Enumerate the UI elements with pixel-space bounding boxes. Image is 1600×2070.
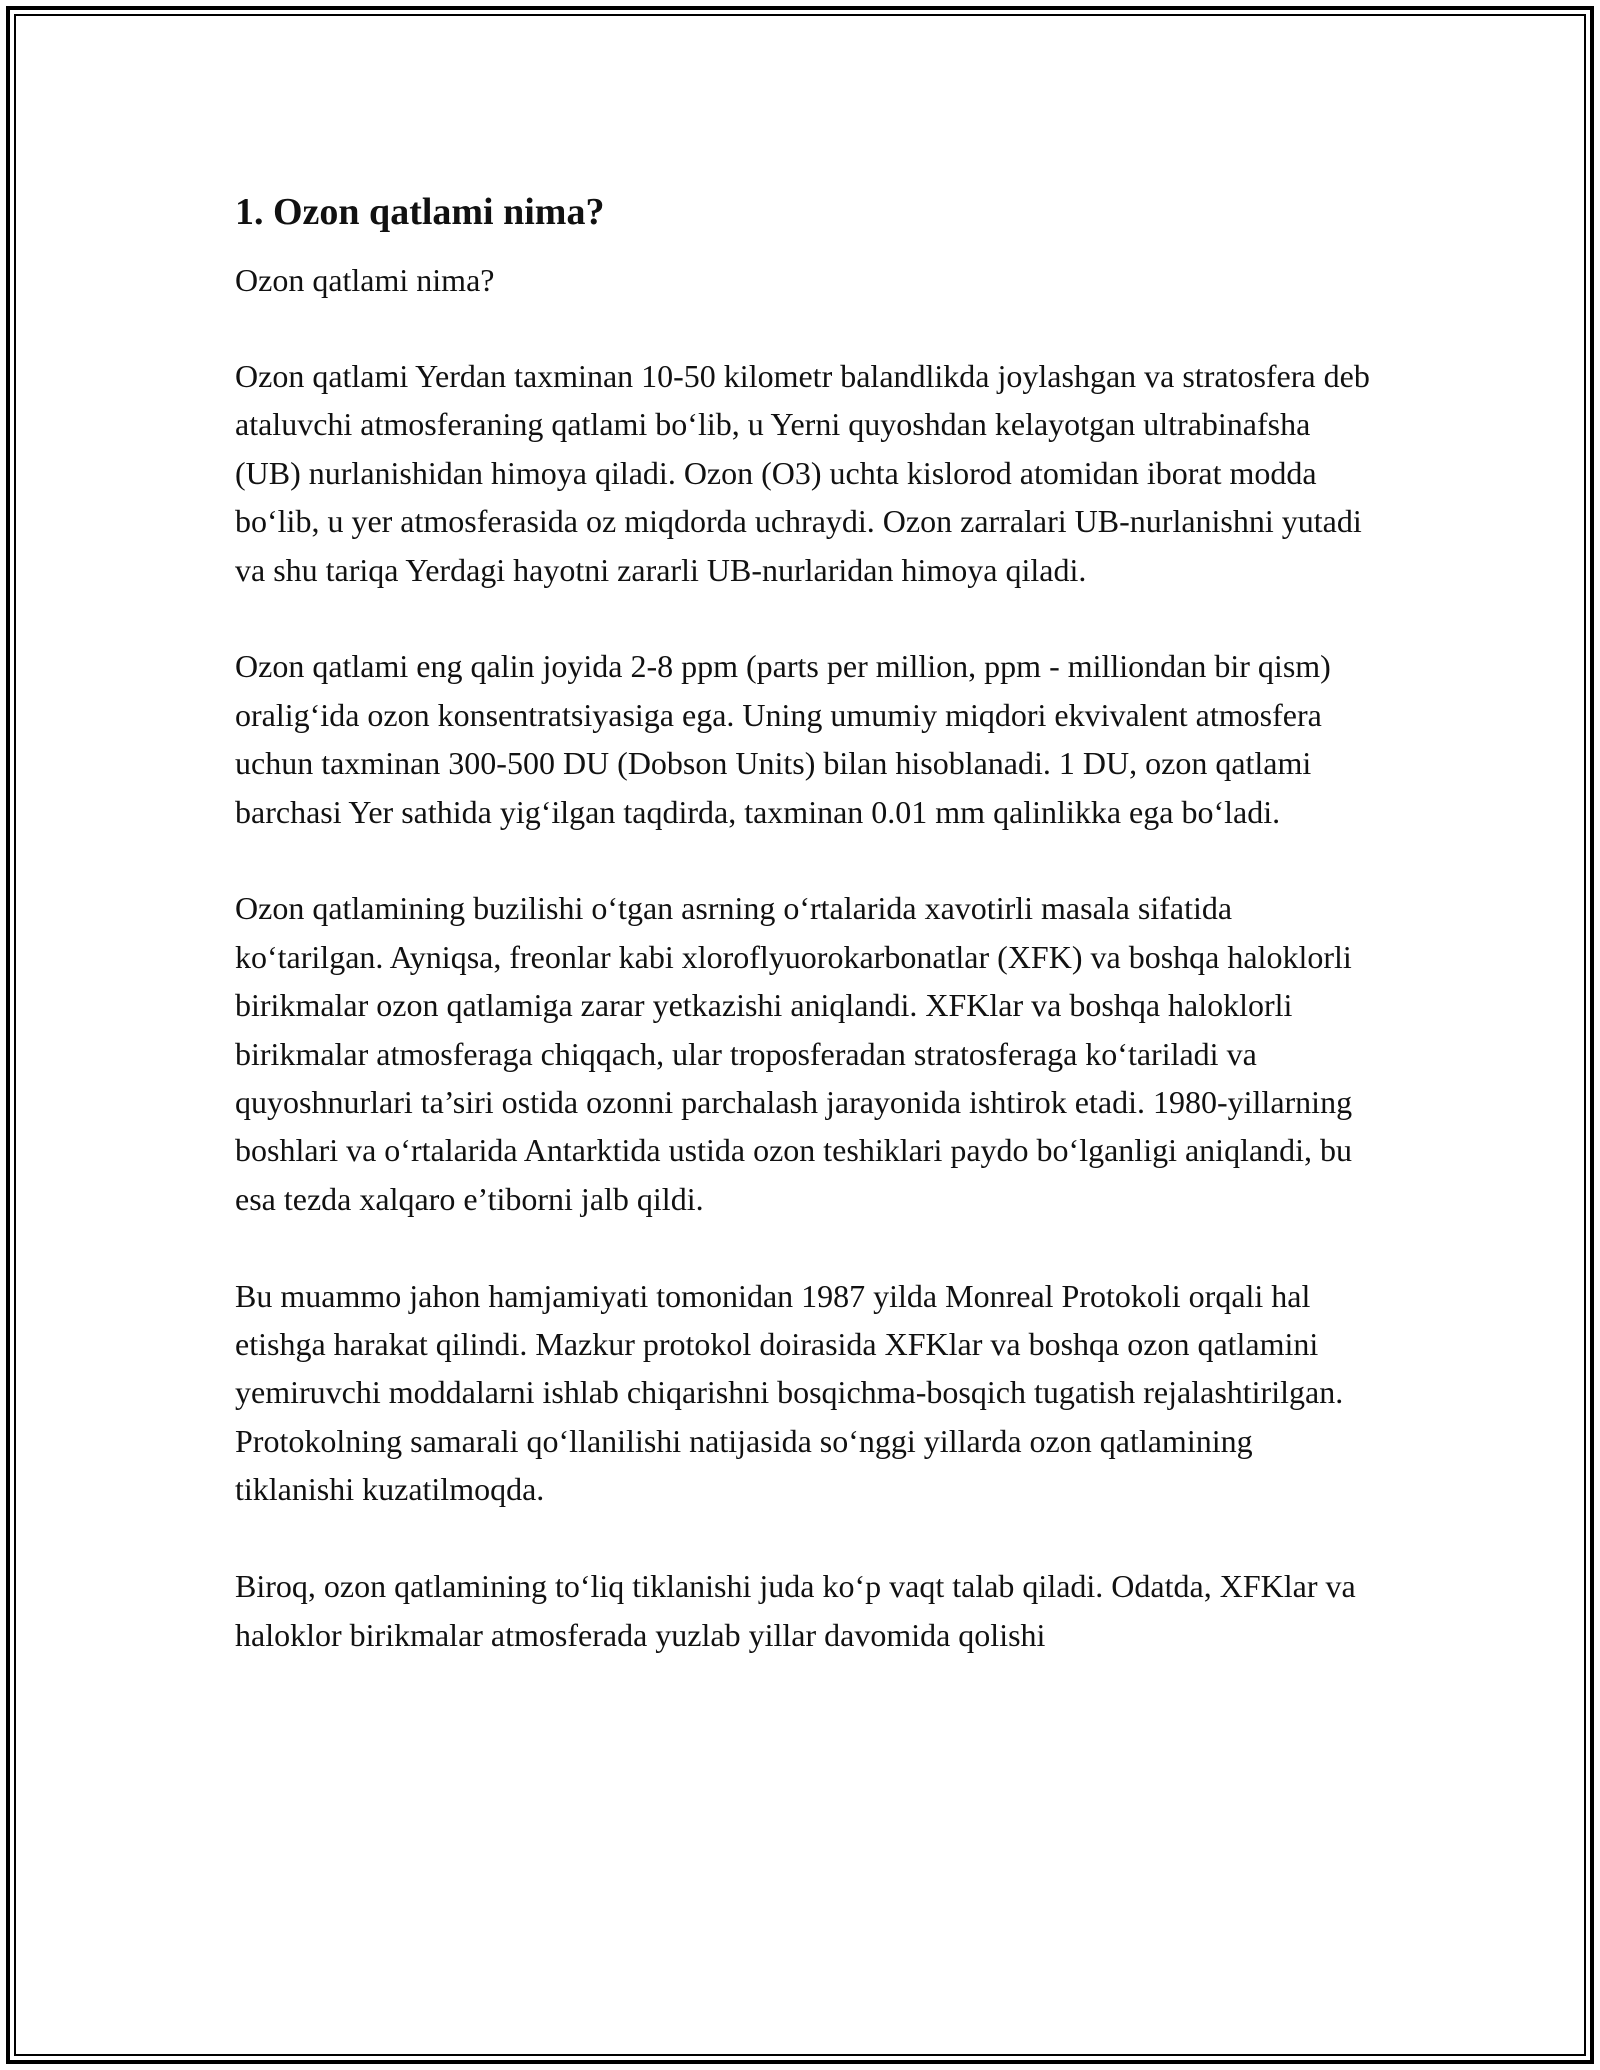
paragraph-5: Biroq, ozon qatlamining to‘liq tiklanishi juda ko‘p vaqt talab qiladi. Odatda, XFKlar va haloklor birikmalar atmosferada yuzlab yillar davomida qolishi: [235, 1568, 1356, 1653]
document-content: [235, 188, 1370, 1659]
paragraph-1: Ozon qatlami Yerdan taxminan 10-50 kilometr balandlikda joylashgan va stratosfera deb ataluvchi atmosferaning qatlami bo‘lib, u Yerni quyoshdan kelayotgan ultrabinafsha (UB) nurlanishidan himoya qiladi. Ozon (O3) uchta kislorod atomidan iborat modda bo‘lib, u yer atmosferasida oz miqdorda uchraydi. Ozon zarralari UB-nurlanishni yutadi va shu tariqa Yerdagi hayotni zararli UB-nurlaridan himoya qiladi.: [235, 358, 1370, 588]
document-subtitle: Ozon qatlami nima?: [235, 262, 495, 298]
paragraph-2: Ozon qatlami eng qalin joyida 2-8 ppm (parts per million, ppm - milliondan bir qism) oralig‘ida ozon konsentratsiyasiga ega. Uning umumiy miqdori ekvivalent atmosfera uchun taxminan 300-500 DU (Dobson Units) bilan hisoblanadi. 1 DU, ozon qatlami barchasi Yer sathida yig‘ilgan taqdirda, taxminan 0.01 mm qalinlikka ega bo‘ladi.: [235, 648, 1331, 830]
paragraph-4: Bu muammo jahon hamjamiyati tomonidan 1987 yilda Monreal Protokoli orqali hal etishga harakat qilindi. Mazkur protokol doirasida XFKlar va boshqa ozon qatlamini yemiruvchi moddalarni ishlab chiqarishni bosqichma-bosqich tugatish rejalashtirilgan. Protokolning samarali qo‘llanilishi natijasida so‘nggi yillarda ozon qatlamining tiklanishi kuzatilmoqda.: [235, 1277, 1344, 1508]
paragraph-3: Ozon qatlamining buzilishi o‘tgan asrning o‘rtalarida xavotirli masala sifatida ko‘tarilgan. Ayniqsa, freonlar kabi xloroflyuorokarbonatlar (XFK) va boshqa haloklorli birikmalar ozon qatlamiga zarar yetkazishi aniqlandi. XFKlar va boshqa haloklorli birikmalar atmosferaga chiqqach, ular troposferadan stratosferaga ko‘tariladi va quyoshnurlari ta’siri ostida ozonni parchalash jarayonida ishtirok etadi. 1980-yillarning boshlari va o‘rtalarida Antarktida ustida ozon teshiklari paydo bo‘lganligi aniqlandi, bu esa tezda xalqaro e’tiborni jalb qildi.: [235, 890, 1353, 1217]
document-title: 1. Ozon qatlami nima?: [235, 191, 605, 233]
